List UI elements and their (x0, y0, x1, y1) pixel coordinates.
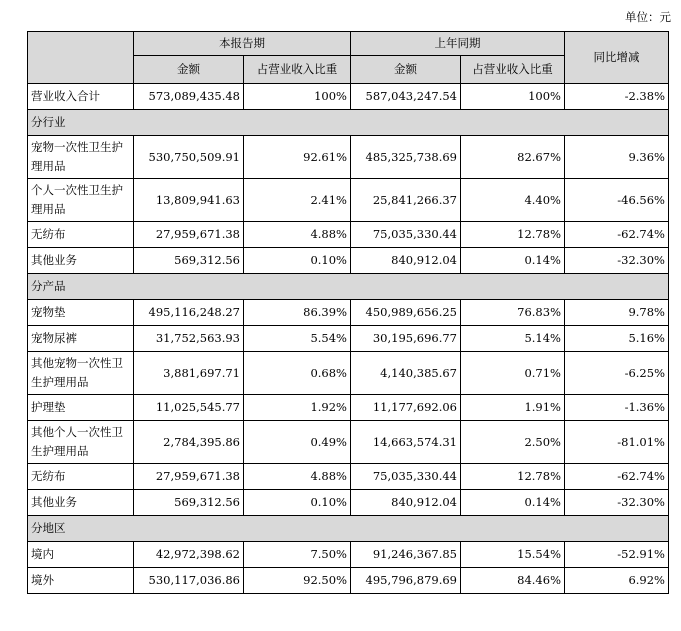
yoy-change-cell: -81.01% (565, 421, 669, 464)
header-row-top (28, 32, 669, 56)
table-row (28, 464, 669, 490)
section-row (28, 274, 669, 300)
row-label: 宠物尿裤 (28, 326, 134, 352)
current-amount-cell: 2,784,395.86 (134, 421, 244, 464)
prior-amount-cell: 14,663,574.31 (351, 421, 461, 464)
row-label: 个人一次性卫生护理用品 (28, 179, 134, 222)
prior-share-cell: 0.14% (461, 490, 565, 516)
yoy-change-cell: 9.36% (565, 136, 669, 179)
header-blank-cell (28, 32, 134, 84)
row-label: 境内 (28, 542, 134, 568)
row-label: 其他宠物一次性卫生护理用品 (28, 352, 134, 395)
table-row (28, 222, 669, 248)
current-share-cell: 0.10% (244, 248, 351, 274)
current-share-cell: 92.50% (244, 568, 351, 594)
yoy-change-cell: -46.56% (565, 179, 669, 222)
prior-amount-cell: 485,325,738.69 (351, 136, 461, 179)
current-share-cell: 0.49% (244, 421, 351, 464)
row-label: 营业收入合计 (28, 84, 134, 110)
prior-share-cell: 4.40% (461, 179, 565, 222)
current-amount-cell: 27,959,671.38 (134, 464, 244, 490)
prior-share-cell: 82.67% (461, 136, 565, 179)
prior-share-cell: 84.46% (461, 568, 565, 594)
header-current-period: 本报告期 (134, 32, 351, 56)
prior-share-cell: 12.78% (461, 222, 565, 248)
section-row (28, 110, 669, 136)
yoy-change-cell: -6.25% (565, 352, 669, 395)
row-label: 护理垫 (28, 395, 134, 421)
current-share-cell: 5.54% (244, 326, 351, 352)
revenue-breakdown-table (27, 31, 669, 594)
current-share-cell: 92.61% (244, 136, 351, 179)
table-row (28, 136, 669, 179)
current-share-cell: 86.39% (244, 300, 351, 326)
prior-amount-cell: 587,043,247.54 (351, 84, 461, 110)
prior-amount-cell: 840,912.04 (351, 490, 461, 516)
header-current-share: 占营业收入比重 (244, 56, 351, 84)
yoy-change-cell: -62.74% (565, 464, 669, 490)
prior-amount-cell: 4,140,385.67 (351, 352, 461, 395)
prior-amount-cell: 30,195,696.77 (351, 326, 461, 352)
prior-share-cell: 0.71% (461, 352, 565, 395)
current-share-cell: 4.88% (244, 222, 351, 248)
current-amount-cell: 569,312.56 (134, 490, 244, 516)
row-label: 其他个人一次性卫生护理用品 (28, 421, 134, 464)
current-amount-cell: 573,089,435.48 (134, 84, 244, 110)
current-amount-cell: 27,959,671.38 (134, 222, 244, 248)
prior-amount-cell: 75,035,330.44 (351, 222, 461, 248)
current-amount-cell: 495,116,248.27 (134, 300, 244, 326)
yoy-change-cell: -1.36% (565, 395, 669, 421)
yoy-change-cell: -52.91% (565, 542, 669, 568)
row-label: 其他业务 (28, 248, 134, 274)
row-label: 境外 (28, 568, 134, 594)
row-label: 宠物垫 (28, 300, 134, 326)
prior-amount-cell: 11,177,692.06 (351, 395, 461, 421)
section-row (28, 516, 669, 542)
table-row (28, 248, 669, 274)
header-prior-period: 上年同期 (351, 32, 565, 56)
current-amount-cell: 42,972,398.62 (134, 542, 244, 568)
yoy-change-cell: -32.30% (565, 490, 669, 516)
header-prior-share: 占营业收入比重 (461, 56, 565, 84)
header-yoy-change: 同比增减 (565, 32, 669, 84)
current-share-cell: 7.50% (244, 542, 351, 568)
yoy-change-cell: -2.38% (565, 84, 669, 110)
yoy-change-cell: 5.16% (565, 326, 669, 352)
prior-share-cell: 0.14% (461, 248, 565, 274)
yoy-change-cell: 6.92% (565, 568, 669, 594)
prior-share-cell: 15.54% (461, 542, 565, 568)
current-amount-cell: 11,025,545.77 (134, 395, 244, 421)
prior-amount-cell: 91,246,367.85 (351, 542, 461, 568)
prior-amount-cell: 75,035,330.44 (351, 464, 461, 490)
current-share-cell: 4.88% (244, 464, 351, 490)
table-row (28, 352, 669, 395)
unit-label: 单位：元 (625, 10, 671, 24)
table-row (28, 326, 669, 352)
table-row (28, 179, 669, 222)
current-share-cell: 100% (244, 84, 351, 110)
table-row (28, 421, 669, 464)
prior-amount-cell: 450,989,656.25 (351, 300, 461, 326)
prior-share-cell: 76.83% (461, 300, 565, 326)
table-row (28, 395, 669, 421)
table-row (28, 568, 669, 594)
prior-share-cell: 5.14% (461, 326, 565, 352)
prior-share-cell: 2.50% (461, 421, 565, 464)
table-row (28, 542, 669, 568)
current-amount-cell: 530,750,509.91 (134, 136, 244, 179)
prior-share-cell: 1.91% (461, 395, 565, 421)
yoy-change-cell: -32.30% (565, 248, 669, 274)
header-prior-amount: 金额 (351, 56, 461, 84)
section-label: 分产品 (28, 274, 669, 300)
prior-amount-cell: 25,841,266.37 (351, 179, 461, 222)
current-amount-cell: 530,117,036.86 (134, 568, 244, 594)
prior-share-cell: 12.78% (461, 464, 565, 490)
row-label: 无纺布 (28, 222, 134, 248)
table-row (28, 300, 669, 326)
table-body (28, 32, 669, 594)
row-label: 宠物一次性卫生护理用品 (28, 136, 134, 179)
current-amount-cell: 31,752,563.93 (134, 326, 244, 352)
current-share-cell: 0.10% (244, 490, 351, 516)
yoy-change-cell: 9.78% (565, 300, 669, 326)
table-row (28, 84, 669, 110)
yoy-change-cell: -62.74% (565, 222, 669, 248)
current-amount-cell: 569,312.56 (134, 248, 244, 274)
current-amount-cell: 3,881,697.71 (134, 352, 244, 395)
row-label: 无纺布 (28, 464, 134, 490)
prior-share-cell: 100% (461, 84, 565, 110)
current-share-cell: 2.41% (244, 179, 351, 222)
current-share-cell: 1.92% (244, 395, 351, 421)
header-current-amount: 金额 (134, 56, 244, 84)
prior-amount-cell: 840,912.04 (351, 248, 461, 274)
current-amount-cell: 13,809,941.63 (134, 179, 244, 222)
current-share-cell: 0.68% (244, 352, 351, 395)
section-label: 分地区 (28, 516, 669, 542)
prior-amount-cell: 495,796,879.69 (351, 568, 461, 594)
section-label: 分行业 (28, 110, 669, 136)
table-row (28, 490, 669, 516)
row-label: 其他业务 (28, 490, 134, 516)
